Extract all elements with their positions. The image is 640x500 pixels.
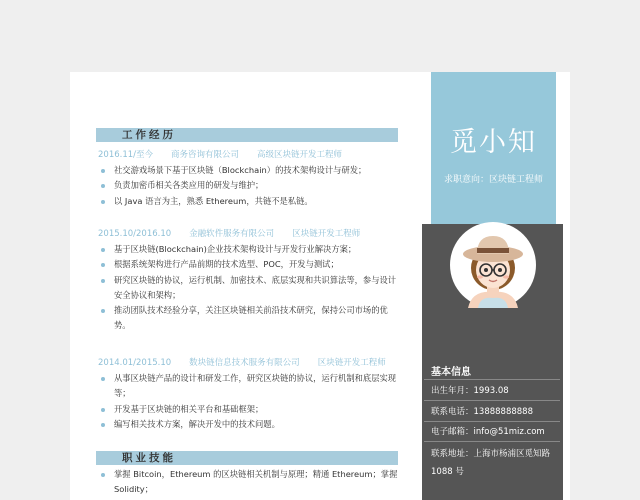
skills-section-header	[96, 451, 398, 465]
job-position: 区块链开发工程师	[292, 229, 361, 239]
job-bullets	[98, 371, 398, 432]
section-title: 工作经历	[122, 129, 176, 141]
job-company: 商务咨询有限公司	[171, 150, 240, 160]
job-date: 2014.01/2015.10	[98, 358, 172, 368]
avatar	[450, 222, 536, 308]
divider	[424, 441, 560, 442]
list-item: 根据系统架构进行产品前期的技术选型、POC，开发与测试；	[98, 257, 398, 272]
list-item: 社交游戏场景下基于区块链（Blockchain）的技术架构设计与研发；	[98, 163, 398, 178]
job-position: 高级区块链开发工程师	[257, 150, 343, 160]
candidate-name: 觅小知	[450, 127, 537, 158]
list-item: 掌握 Bitcoin，Ethereum 的区块链相关机制与原理；精通 Ethereum；掌握 Solidity；	[98, 467, 398, 498]
divider	[424, 421, 560, 422]
divider	[424, 379, 560, 380]
job-company: 数块链信息技术服务有限公司	[189, 358, 300, 368]
job-header	[98, 356, 404, 368]
list-item: 基于区块链(Blockchain)企业技术架构设计与开发行业解决方案；	[98, 242, 398, 257]
section-title: 职业技能	[122, 452, 176, 464]
job-position: 区块链开发工程师	[317, 358, 386, 368]
job-date: 2015.10/2016.10	[98, 229, 172, 239]
list-item: 负责加密币相关各类应用的研发与维护；	[98, 178, 398, 193]
list-item: 开发基于区块链的相关平台和基础框架；	[98, 402, 398, 417]
work-section-header	[96, 128, 398, 142]
list-item: 推动团队技术经验分享，关注区块链相关前沿技术研究，保持公司市场的优势。	[98, 303, 398, 334]
avatar-illustration-icon	[450, 222, 536, 308]
list-item: 编写相关技术方案，解决开发中的技术问题。	[98, 417, 398, 432]
basic-info-title: 基本信息	[431, 367, 471, 378]
skill-bullets	[98, 467, 398, 498]
job-bullets	[98, 163, 398, 209]
info-email: 电子邮箱：info@51miz.com	[431, 427, 545, 437]
job-company: 金融软件服务有限公司	[189, 229, 275, 239]
job-intent: 求职意向：区块链工程师	[443, 175, 543, 185]
job-date: 2016.11/至今	[98, 150, 154, 160]
info-phone: 联系电话：13888888888	[431, 407, 533, 417]
resume-page	[70, 72, 570, 500]
list-item: 从事区块链产品的设计和研发工作，研究区块链的协议，运行机制和底层实现等；	[98, 371, 398, 402]
job-header	[98, 227, 378, 239]
job-header	[98, 148, 360, 160]
info-address: 联系地址：上海市杨浦区觅知路 1088 号	[431, 449, 551, 477]
job-bullets	[98, 242, 398, 334]
info-birth: 出生年月：1993.08	[431, 386, 509, 396]
list-item: 研究区块链的协议，运行机制、加密技术、底层实现和共识算法等，参与设计安全协议和架构；	[98, 273, 398, 304]
divider	[424, 400, 560, 401]
list-item: 以 Java 语言为主，熟悉 Ethereum，共链不是私链。	[98, 194, 398, 209]
